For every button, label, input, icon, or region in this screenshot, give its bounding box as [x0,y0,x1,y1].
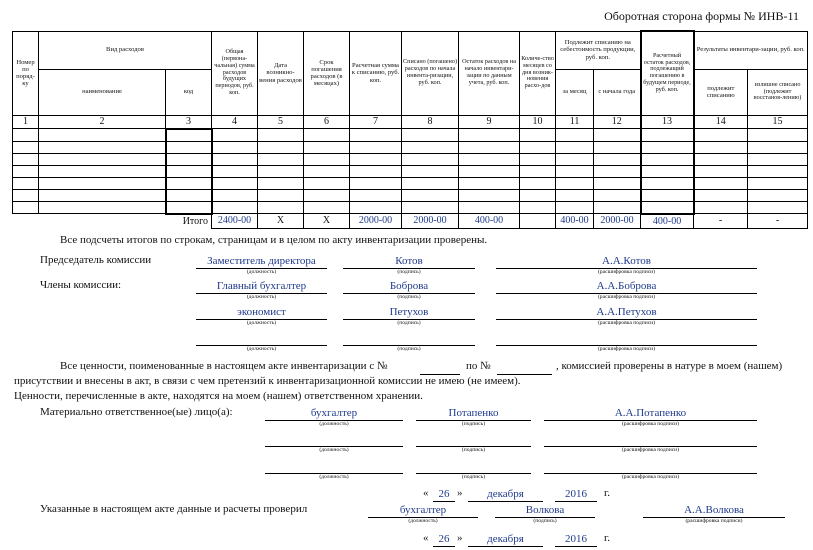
caption-signature: (подпись) [461,474,486,480]
date-day: 26 [433,532,455,547]
chairman-signature: Котов [343,254,475,269]
header-data: Дата возникно-вения расходов [258,31,304,115]
total-label: Итого [182,215,209,227]
caption-position: (должность) [319,421,349,427]
table-row [13,201,808,214]
member-name-empty [496,331,757,346]
responsible-name-empty [544,459,757,474]
inventory-table [12,30,808,229]
responsible-position-empty [265,432,403,447]
header-za-mesyac: за месяц [556,69,594,115]
caption-decoding: (расшифровка подписи) [621,421,680,427]
caption-signature: (подпись) [461,421,486,427]
col-number: 8 [402,115,459,129]
date-day: 26 [433,487,455,502]
col-number: 15 [748,115,808,129]
header-naim: наименование [39,69,166,115]
statement-line2: присутствии и внесены в акт, в связи с чем претензий к инвентаризационной комиссии не имею (не имеем). [14,375,521,387]
header-obshaya: Общая (первона-чальная) сумма расходов будущих периодов, руб. коп. [212,31,258,115]
caption-position: (должность) [246,294,277,300]
col-number: 2 [39,115,166,129]
total-cell: 400-00 [459,214,520,229]
col-number: 6 [304,115,350,129]
member-signature-empty [343,331,475,346]
statement-part1: Все ценности, поименованные в настоящем акте инвентаризации с № [60,360,388,372]
header-vid: Вид расходов [39,31,212,69]
chairman-position: Заместитель директора [196,254,327,269]
caption-decoding: (расшифровка подписи) [621,447,680,453]
header-izlishne: излишне списано (подлежит восстанов-лению) [748,69,808,115]
col-number: 4 [212,115,258,129]
date-open-quote: « [423,487,429,499]
caption-signature: (подпись) [397,269,421,275]
header-srok: Срок погашения расходов (в месяцах) [304,31,350,115]
total-cell: 2400-00 [212,214,258,229]
verifier-name: А.А.Волкова [643,503,785,518]
statement-line3: Ценности, перечисленные в акте, находятся на моем (нашем) ответственном хранении. [14,390,423,402]
responsible-name-empty [544,432,757,447]
total-cell [520,214,556,229]
total-cell: 2000-00 [350,214,402,229]
table-row [13,141,808,153]
total-row [13,214,808,229]
date-year: 2016 [555,487,597,502]
chairman-name: А.А.Котов [496,254,757,269]
table-row [13,177,808,189]
caption-signature: (подпись) [461,447,486,453]
col-number: 11 [556,115,594,129]
caption-position: (должность) [246,269,277,275]
header-spisano: Списано (погашено) расходов по начала инвента-ризации, руб. коп. [402,31,459,115]
statement-part3: , комиссией проверены в натуре в моем (нашем) [556,360,783,372]
date-close-quote: » [457,487,463,499]
total-cell: 2000-00 [402,214,459,229]
caption-decoding: (расшифровка подписи) [597,269,656,275]
member-position: Главный бухгалтер [196,279,327,294]
responsible-name: А.А.Потапенко [544,406,757,421]
col-number: 10 [520,115,556,129]
table-row [13,129,808,142]
date-suffix: г. [604,487,611,499]
member-position-empty [196,331,327,346]
caption-decoding: (расшифровка подписи) [597,320,656,326]
member-name: А.А.Петухов [496,305,757,320]
total-cell: - [694,214,748,229]
total-cell: 2000-00 [594,214,641,229]
caption-decoding: (расшифровка подписи) [621,474,680,480]
caption-decoding: (расшифровка подписи) [685,518,743,524]
header-raschetnyi: Расчетный остаток расходов, подлежащий погашению в будущем периоде, руб. коп. [641,31,694,115]
header-kod: код [166,69,212,115]
members-label: Члены комиссии: [40,279,122,291]
responsible-position: бухгалтер [265,406,403,421]
col-number: 5 [258,115,304,129]
caption-signature: (подпись) [397,294,421,300]
caption-signature: (подпись) [397,346,421,352]
caption-signature: (подпись) [397,320,421,326]
chairman-label: Председатель комиссии [40,254,152,266]
total-cell: 400-00 [641,214,694,229]
caption-decoding: (расшифровка подписи) [597,294,656,300]
header-s-nachala: с начала года [594,69,641,115]
form-title: Оборотная сторона формы № ИНВ-11 [604,9,799,23]
col-number: 7 [350,115,402,129]
date-month: декабря [468,532,543,547]
header-kolichestvo: Количе-ство месяцев со дня возник-новения расхо-дов [520,31,556,115]
header-ostatok: Остаток расходов на начало инвентари-зации по данным учета, руб. коп. [459,31,520,115]
table-row [13,153,808,165]
caption-position: (должность) [319,447,349,453]
header-podlezhit-spis: подлежит списанию [694,69,748,115]
date-open-quote: « [423,532,429,544]
caption-signature: (подпись) [533,518,557,524]
caption-position: (должность) [319,474,349,480]
verifier-position: бухгалтер [368,503,478,518]
header-rezultaty: Результаты инвентари-зации, руб. коп. [694,31,808,69]
caption-decoding: (расшифровка подписи) [597,346,656,352]
caption-position: (должность) [246,320,277,326]
date-close-quote: » [457,532,463,544]
member-signature: Боброва [343,279,475,294]
date-suffix: г. [604,532,611,544]
caption-position: (должность) [408,518,438,524]
to-number-field [497,360,552,375]
total-cell: X [258,214,304,229]
member-signature: Петухов [343,305,475,320]
responsible-label: Материально ответственное(ые) лицо(а): [40,406,233,418]
header-num: Номер по поряд-ку [13,31,39,115]
responsible-signature-empty [416,459,531,474]
total-cell: X [304,214,350,229]
col-number: 9 [459,115,520,129]
responsible-signature: Потапенко [416,406,531,421]
member-position: экономист [196,305,327,320]
date-month: декабря [468,487,543,502]
col-number: 13 [641,115,694,129]
col-number: 12 [594,115,641,129]
total-cell: 400-00 [556,214,594,229]
column-numbers-row [13,115,808,129]
header-raschet: Расчетная сумма к списанию, руб. коп. [350,31,402,115]
member-name: А.А.Боброва [496,279,757,294]
responsible-signature-empty [416,432,531,447]
statement-part2: по № [466,360,491,372]
check-statement: Все подсчеты итогов по строкам, страницам и в целом по акту инвентаризации проверены. [60,234,488,246]
col-number: 14 [694,115,748,129]
table-row [13,165,808,177]
header-podlezhit: Подлежит списанию на себестоимость продукции, руб. коп. [556,31,641,69]
table-row [13,189,808,201]
caption-position: (должность) [246,346,277,352]
col-number: 3 [166,115,212,129]
from-number-field [420,360,460,375]
total-cell: - [748,214,808,229]
col-number: 1 [13,115,39,129]
date-year: 2016 [555,532,597,547]
verifier-signature: Волкова [495,503,595,518]
verifier-label: Указанные в настоящем акте данные и расчеты проверил [40,503,308,515]
responsible-position-empty [265,459,403,474]
